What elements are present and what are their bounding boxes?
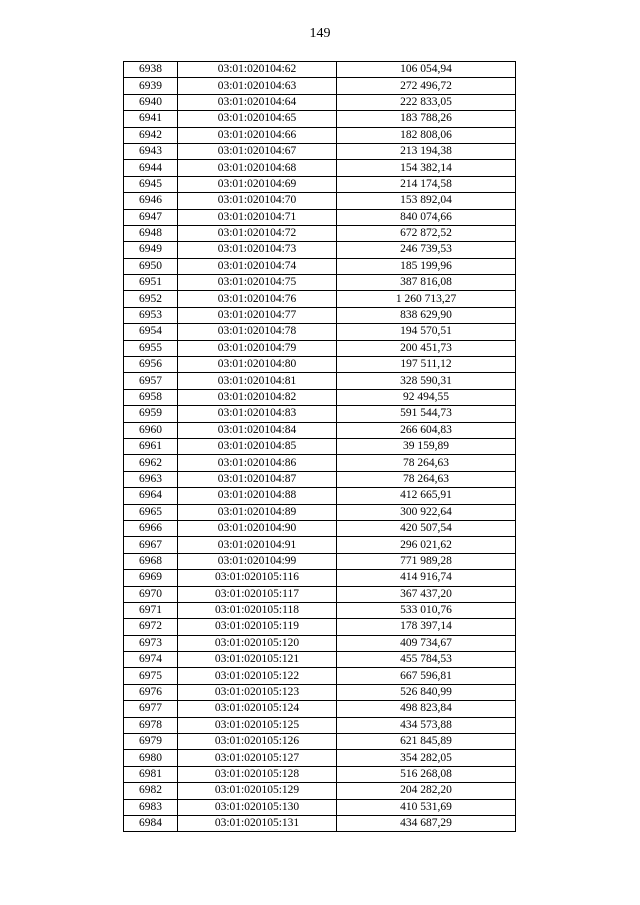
value-cell: 197 511,12 — [337, 357, 516, 373]
value-cell: 214 174,58 — [337, 176, 516, 192]
table-row — [124, 520, 516, 536]
row-number-cell: 6978 — [124, 717, 178, 733]
row-number-cell: 6945 — [124, 176, 178, 192]
value-cell: 213 194,38 — [337, 143, 516, 159]
value-cell: 272 496,72 — [337, 78, 516, 94]
table-row — [124, 750, 516, 766]
value-cell: 409 734,67 — [337, 635, 516, 651]
value-cell: 78 264,63 — [337, 455, 516, 471]
row-number-cell: 6980 — [124, 750, 178, 766]
table-row — [124, 701, 516, 717]
table-row — [124, 209, 516, 225]
row-number-cell: 6951 — [124, 275, 178, 291]
cadastral-number-cell: 03:01:020104:66 — [178, 127, 337, 143]
value-cell: 434 573,88 — [337, 717, 516, 733]
cadastral-number-cell: 03:01:020105:123 — [178, 684, 337, 700]
cadastral-number-cell: 03:01:020104:75 — [178, 275, 337, 291]
table-row — [124, 291, 516, 307]
row-number-cell: 6973 — [124, 635, 178, 651]
table-row — [124, 389, 516, 405]
table-row — [124, 783, 516, 799]
cadastral-number-cell: 03:01:020104:89 — [178, 504, 337, 520]
row-number-cell: 6979 — [124, 734, 178, 750]
cadastral-number-cell: 03:01:020104:63 — [178, 78, 337, 94]
value-cell: 771 989,28 — [337, 553, 516, 569]
cadastral-number-cell: 03:01:020105:118 — [178, 602, 337, 618]
value-cell: 434 687,29 — [337, 815, 516, 831]
value-cell: 516 268,08 — [337, 766, 516, 782]
row-number-cell: 6938 — [124, 62, 178, 78]
cadastral-number-cell: 03:01:020104:69 — [178, 176, 337, 192]
cadastral-number-cell: 03:01:020104:86 — [178, 455, 337, 471]
row-number-cell: 6984 — [124, 815, 178, 831]
row-number-cell: 6957 — [124, 373, 178, 389]
cadastral-number-cell: 03:01:020105:117 — [178, 586, 337, 602]
cadastral-number-cell: 03:01:020104:72 — [178, 225, 337, 241]
row-number-cell: 6982 — [124, 783, 178, 799]
value-cell: 838 629,90 — [337, 307, 516, 323]
row-number-cell: 6942 — [124, 127, 178, 143]
cadastral-number-cell: 03:01:020105:116 — [178, 570, 337, 586]
value-cell: 672 872,52 — [337, 225, 516, 241]
table-row — [124, 586, 516, 602]
table-row — [124, 406, 516, 422]
cadastral-number-cell: 03:01:020104:73 — [178, 242, 337, 258]
table-row — [124, 717, 516, 733]
row-number-cell: 6962 — [124, 455, 178, 471]
table-row — [124, 127, 516, 143]
value-cell: 296 021,62 — [337, 537, 516, 553]
cadastral-number-cell: 03:01:020105:129 — [178, 783, 337, 799]
cadastral-number-cell: 03:01:020104:64 — [178, 94, 337, 110]
row-number-cell: 6972 — [124, 619, 178, 635]
table-row — [124, 422, 516, 438]
row-number-cell: 6943 — [124, 143, 178, 159]
table-row — [124, 684, 516, 700]
table-row — [124, 455, 516, 471]
cadastral-number-cell: 03:01:020104:80 — [178, 357, 337, 373]
table-row — [124, 275, 516, 291]
value-cell: 194 570,51 — [337, 324, 516, 340]
table-row — [124, 78, 516, 94]
row-number-cell: 6977 — [124, 701, 178, 717]
cadastral-number-cell: 03:01:020104:84 — [178, 422, 337, 438]
row-number-cell: 6956 — [124, 357, 178, 373]
table-row — [124, 373, 516, 389]
value-cell: 591 544,73 — [337, 406, 516, 422]
row-number-cell: 6971 — [124, 602, 178, 618]
value-cell: 455 784,53 — [337, 652, 516, 668]
table-row — [124, 193, 516, 209]
table-row — [124, 438, 516, 454]
row-number-cell: 6939 — [124, 78, 178, 94]
table-row — [124, 471, 516, 487]
table-row — [124, 324, 516, 340]
cadastral-number-cell: 03:01:020104:68 — [178, 160, 337, 176]
value-cell: 39 159,89 — [337, 438, 516, 454]
row-number-cell: 6949 — [124, 242, 178, 258]
value-cell: 154 382,14 — [337, 160, 516, 176]
value-cell: 300 922,64 — [337, 504, 516, 520]
value-cell: 183 788,26 — [337, 111, 516, 127]
row-number-cell: 6963 — [124, 471, 178, 487]
row-number-cell: 6967 — [124, 537, 178, 553]
cadastral-number-cell: 03:01:020105:119 — [178, 619, 337, 635]
value-cell: 200 451,73 — [337, 340, 516, 356]
value-cell: 1 260 713,27 — [337, 291, 516, 307]
value-cell: 667 596,81 — [337, 668, 516, 684]
table-row — [124, 602, 516, 618]
cadastral-number-cell: 03:01:020104:79 — [178, 340, 337, 356]
cadastral-number-cell: 03:01:020104:81 — [178, 373, 337, 389]
cadastral-number-cell: 03:01:020105:120 — [178, 635, 337, 651]
cadastral-number-cell: 03:01:020104:99 — [178, 553, 337, 569]
row-number-cell: 6966 — [124, 520, 178, 536]
table-row — [124, 553, 516, 569]
table-row — [124, 815, 516, 831]
value-cell: 106 054,94 — [337, 62, 516, 78]
cadastral-number-cell: 03:01:020104:71 — [178, 209, 337, 225]
row-number-cell: 6954 — [124, 324, 178, 340]
table-row — [124, 176, 516, 192]
table-row — [124, 619, 516, 635]
value-cell: 420 507,54 — [337, 520, 516, 536]
cadastral-number-cell: 03:01:020104:83 — [178, 406, 337, 422]
row-number-cell: 6983 — [124, 799, 178, 815]
cadastral-number-cell: 03:01:020104:87 — [178, 471, 337, 487]
table-row — [124, 340, 516, 356]
row-number-cell: 6959 — [124, 406, 178, 422]
cadastral-number-cell: 03:01:020104:65 — [178, 111, 337, 127]
cadastral-number-cell: 03:01:020104:88 — [178, 488, 337, 504]
table-row — [124, 504, 516, 520]
cadastral-number-cell: 03:01:020105:128 — [178, 766, 337, 782]
row-number-cell: 6974 — [124, 652, 178, 668]
table-row — [124, 570, 516, 586]
cadastral-number-cell: 03:01:020105:122 — [178, 668, 337, 684]
row-number-cell: 6961 — [124, 438, 178, 454]
row-number-cell: 6940 — [124, 94, 178, 110]
row-number-cell: 6969 — [124, 570, 178, 586]
cadastral-number-cell: 03:01:020104:76 — [178, 291, 337, 307]
value-cell: 533 010,76 — [337, 602, 516, 618]
row-number-cell: 6941 — [124, 111, 178, 127]
cadastral-number-cell: 03:01:020105:126 — [178, 734, 337, 750]
value-cell: 367 437,20 — [337, 586, 516, 602]
table-row — [124, 62, 516, 78]
row-number-cell: 6958 — [124, 389, 178, 405]
row-number-cell: 6964 — [124, 488, 178, 504]
value-cell: 246 739,53 — [337, 242, 516, 258]
cadastral-number-cell: 03:01:020105:125 — [178, 717, 337, 733]
row-number-cell: 6944 — [124, 160, 178, 176]
cadastral-number-cell: 03:01:020104:78 — [178, 324, 337, 340]
cadastral-number-cell: 03:01:020105:130 — [178, 799, 337, 815]
table-row — [124, 766, 516, 782]
value-cell: 266 604,83 — [337, 422, 516, 438]
value-cell: 153 892,04 — [337, 193, 516, 209]
value-cell: 328 590,31 — [337, 373, 516, 389]
row-number-cell: 6952 — [124, 291, 178, 307]
row-number-cell: 6960 — [124, 422, 178, 438]
row-number-cell: 6970 — [124, 586, 178, 602]
data-table — [123, 61, 516, 832]
cadastral-number-cell: 03:01:020104:82 — [178, 389, 337, 405]
row-number-cell: 6953 — [124, 307, 178, 323]
table-body — [124, 62, 516, 832]
value-cell: 78 264,63 — [337, 471, 516, 487]
value-cell: 412 665,91 — [337, 488, 516, 504]
row-number-cell: 6976 — [124, 684, 178, 700]
value-cell: 185 199,96 — [337, 258, 516, 274]
table-row — [124, 488, 516, 504]
value-cell: 222 833,05 — [337, 94, 516, 110]
page-number: 149 — [309, 26, 331, 41]
value-cell: 410 531,69 — [337, 799, 516, 815]
row-number-cell: 6955 — [124, 340, 178, 356]
table-row — [124, 668, 516, 684]
value-cell: 526 840,99 — [337, 684, 516, 700]
value-cell: 387 816,08 — [337, 275, 516, 291]
value-cell: 354 282,05 — [337, 750, 516, 766]
value-cell: 621 845,89 — [337, 734, 516, 750]
cadastral-number-cell: 03:01:020104:85 — [178, 438, 337, 454]
table-row — [124, 160, 516, 176]
cadastral-number-cell: 03:01:020105:127 — [178, 750, 337, 766]
cadastral-number-cell: 03:01:020104:77 — [178, 307, 337, 323]
cadastral-number-cell: 03:01:020105:121 — [178, 652, 337, 668]
cadastral-number-cell: 03:01:020104:67 — [178, 143, 337, 159]
table-row — [124, 143, 516, 159]
value-cell: 840 074,66 — [337, 209, 516, 225]
row-number-cell: 6981 — [124, 766, 178, 782]
row-number-cell: 6975 — [124, 668, 178, 684]
table-row — [124, 357, 516, 373]
value-cell: 92 494,55 — [337, 389, 516, 405]
value-cell: 178 397,14 — [337, 619, 516, 635]
row-number-cell: 6948 — [124, 225, 178, 241]
table-row — [124, 225, 516, 241]
table-row — [124, 307, 516, 323]
row-number-cell: 6950 — [124, 258, 178, 274]
value-cell: 414 916,74 — [337, 570, 516, 586]
cadastral-number-cell: 03:01:020105:124 — [178, 701, 337, 717]
cadastral-number-cell: 03:01:020104:70 — [178, 193, 337, 209]
row-number-cell: 6947 — [124, 209, 178, 225]
value-cell: 204 282,20 — [337, 783, 516, 799]
table-row — [124, 635, 516, 651]
table-row — [124, 537, 516, 553]
table-row — [124, 111, 516, 127]
cadastral-number-cell: 03:01:020104:62 — [178, 62, 337, 78]
table-row — [124, 94, 516, 110]
table-row — [124, 652, 516, 668]
table-row — [124, 734, 516, 750]
row-number-cell: 6946 — [124, 193, 178, 209]
table-row — [124, 242, 516, 258]
cadastral-number-cell: 03:01:020105:131 — [178, 815, 337, 831]
row-number-cell: 6965 — [124, 504, 178, 520]
cadastral-number-cell: 03:01:020104:91 — [178, 537, 337, 553]
value-cell: 498 823,84 — [337, 701, 516, 717]
cadastral-number-cell: 03:01:020104:74 — [178, 258, 337, 274]
table-row — [124, 799, 516, 815]
value-cell: 182 808,06 — [337, 127, 516, 143]
table-row — [124, 258, 516, 274]
cadastral-number-cell: 03:01:020104:90 — [178, 520, 337, 536]
row-number-cell: 6968 — [124, 553, 178, 569]
